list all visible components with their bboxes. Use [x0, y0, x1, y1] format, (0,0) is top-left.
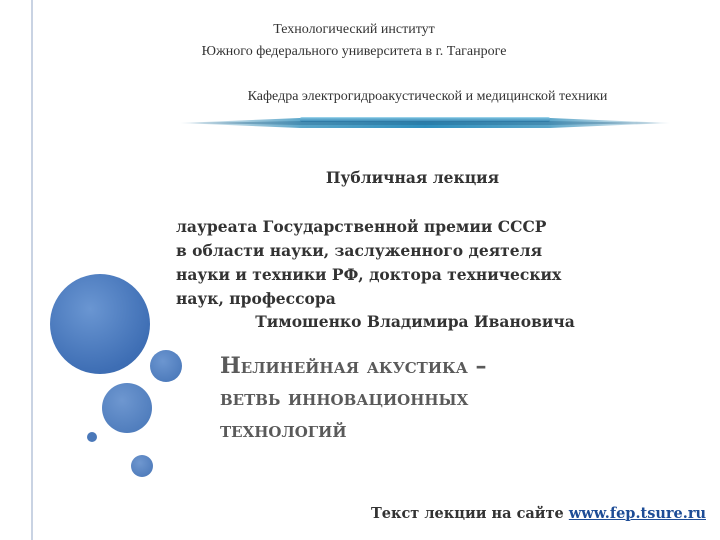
credentials-line: в области науки, заслуженного деятеля	[176, 241, 543, 260]
credentials-line: наук, профессора	[176, 289, 336, 308]
decor-circle-small-bottom	[131, 455, 153, 477]
title-line: Нелинейная акустика –	[220, 353, 487, 379]
department-name: Кафедра электрогидроакустической и медицинской техники	[247, 89, 608, 104]
decor-circle-small	[150, 350, 182, 382]
institute-name: Технологический институт	[273, 22, 435, 37]
university-name: Южного федерального университета в г. Таганроге	[201, 44, 507, 59]
title-line: ветвь инновационных	[220, 385, 469, 411]
lecturer-credentials	[176, 215, 656, 311]
left-rule	[31, 0, 33, 540]
credentials-line: лауреата Государственной премии СССР	[176, 217, 547, 236]
lecturer-name: Тимошенко Владимира Ивановича	[255, 312, 575, 331]
credentials-line: науки и техники РФ, доктора технических	[176, 265, 562, 284]
decor-circle-large	[50, 274, 150, 374]
lecture-title	[220, 350, 670, 446]
lecture-type: Публичная лекция	[325, 168, 500, 187]
decor-circle-medium	[102, 383, 152, 433]
footer-note	[260, 505, 706, 522]
footer-text: Текст лекции на сайте	[370, 505, 569, 522]
website-link[interactable]: www.fep.tsure.ru	[568, 505, 706, 522]
decor-circle-tiny	[87, 432, 97, 442]
header-divider	[180, 115, 670, 131]
title-line: технологий	[220, 417, 347, 443]
